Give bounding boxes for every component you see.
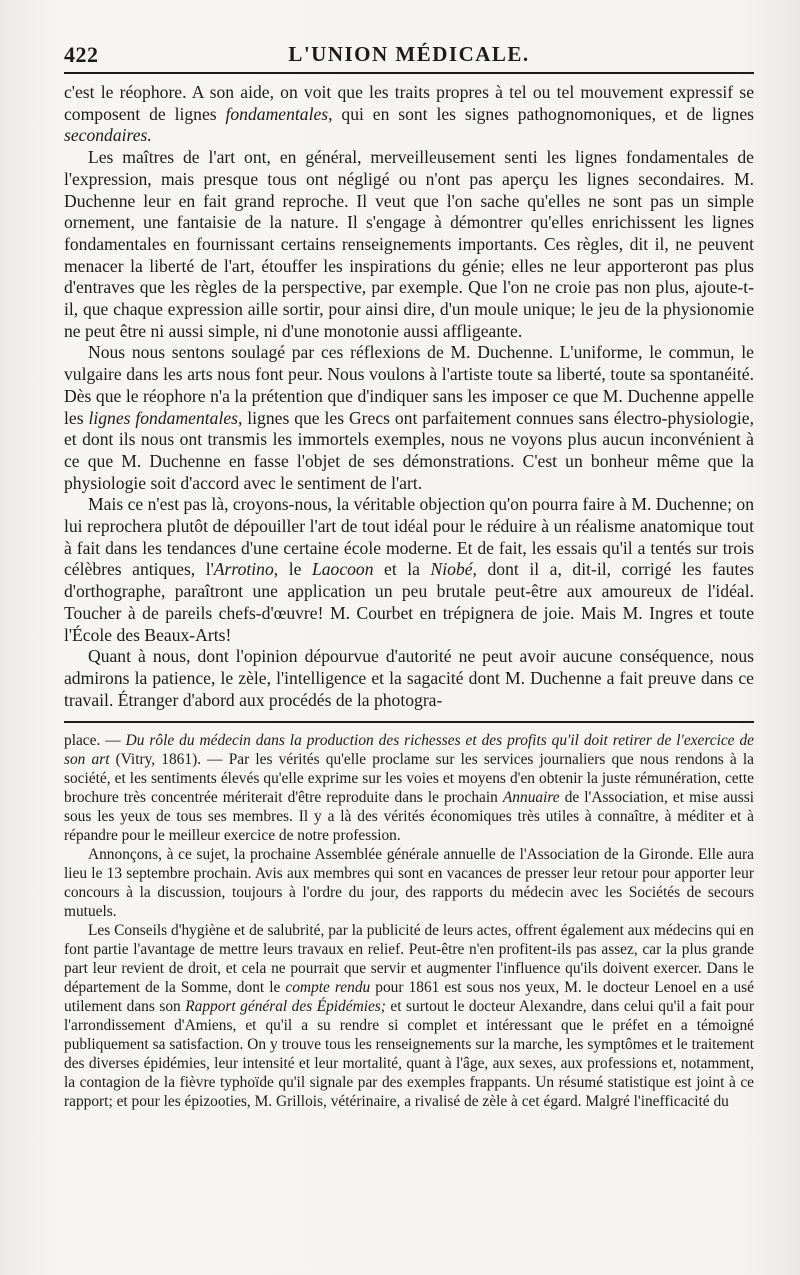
italic-run: fondamentales, [225, 103, 333, 124]
text-run: le [278, 559, 312, 580]
text-run: pour 1861 est sous nos yeux, M. le docteur Lenoel en a usé utilement dans son [64, 979, 754, 1016]
italic-run: compte rendu [285, 979, 371, 997]
paragraph: Les maîtres de l'art ont, en général, merveilleusement senti les lignes fondamentales de l'expression, mais presque tous ont négligé ou n'ont pas aperçu les lignes secondaires. M. Duchenne leur en fait grand reproche. Il veut que l'on sache qu'elles ne sont pas un simple ornement, une fantaisie de la nature. Il s'engage à démontrer qu'elles enrichissent les lignes fondamentales en fournissant certains renseignements importants. Ces règles, dit il, ne peuvent menacer la liberté de l'art, étouffer les inspirations du génie; elles ne leur apporteront pas plus d'entraves que les règles de la perspective, par exemple. Que l'on ne croie pas non plus, ajoute-t-il, que chaque expression aille sortir, pour ainsi dire, d'un moule unique; le jeu de la physionomie ne peut être ni aussi simple, ni d'une monotonie aussi affligeante. [64, 147, 754, 341]
text-run: Nous nous sentons soulagé par ces réflexions de M. Duchenne. L'uniforme, le commun, le vulgaire dans les arts nous font peur. Nous voulons à l'artiste toute sa liberté, toute sa spontanéité. Dès que le réophore n'a la prétention que d'indiquer sans les imposer ce que M. Duchenne appelle les [64, 342, 754, 428]
paragraph [64, 82, 754, 147]
italic-run: secondaires. [64, 125, 152, 146]
main-text [64, 82, 754, 711]
text-run: Les Conseils d'hygiène et de salubrité, par la publicité de leurs actes, offrent également aux médecins qui en font partie l'avantage de mettre leurs travaux en relief. Peut-être n'en profitent-ils pas assez, car la plus grande part leur revient de droit, et cela ne pourrait que servir et augmenter l'influence qu'ils doivent exercer. Dans le département de la Somme, dont le [64, 922, 754, 997]
italic-run: Du rôle du médecin dans la production des richesses et des profits qu'il doit retirer de l'exercice de son art [64, 732, 754, 769]
running-title: L'UNION MÉDICALE. [288, 42, 530, 66]
italic-run: Arrotino, [213, 559, 279, 580]
text-run: qui en sont les signes pathognomoniques, et de lignes [332, 103, 754, 124]
footnote-divider [64, 721, 754, 723]
paragraph [64, 342, 754, 494]
text-run: et la [373, 559, 431, 580]
paragraph [64, 494, 754, 646]
italic-run: Rapport général des Épidémies; [185, 998, 386, 1016]
italic-run: lignes fondamentales, [88, 407, 243, 428]
text-run: c'est le réophore. A son aide, on voit que les traits propres à tel ou tel mouvement expressif se composent de lignes [64, 82, 754, 124]
italic-run: Niobé, [430, 559, 477, 580]
text-run: de l'Association, et mise aussi sous les yeux de tous ses membres. Il y a là des vérités économiques très utiles à connaître, à méditer et à répandre pour le meilleur exercice de notre profession. [64, 789, 754, 845]
footnotes [64, 731, 754, 1111]
footnote-paragraph: Annonçons, à ce sujet, la prochaine Assemblée générale annuelle de l'Association de la Gironde. Elle aura lieu le 13 septembre prochain. Avis aux membres qui sont en vacances de presser leur retour pour apporter leur concours à la discussion, toujours à l'ordre du jour, des rapports du médecin avec les Sociétés de secours mutuels. [64, 846, 754, 921]
footnote-paragraph [64, 921, 754, 1111]
page-header [64, 38, 754, 74]
text-run: place. — [64, 732, 126, 750]
text-run: et surtout le docteur Alexandre, dans celui qu'il a fait pour l'arrondissement d'Amiens, et qu'il a su rendre si complet et intéressant que le préfet en a témoigné publiquement sa satisfaction. On y trouve tous les renseignements sur la marche, les symptômes et le traitement des diverses épidémies, leur intensité et leur mortalité, quant à l'âge, aux sexes, aux professions et, notamment, la contagion de la fièvre typhoïde qu'il signale par des exemples frappants. Un résumé statistique est joint à ce rapport; et pour les épizooties, M. Grillois, vétérinaire, a rivalisé de zèle à cet égard. Malgré l'inefficacité du [64, 998, 755, 1111]
paragraph: Quant à nous, dont l'opinion dépourvue d'autorité ne peut avoir aucune conséquence, nous admirons la patience, le zèle, l'intelligence et la sagacité dont M. Duchenne a fait preuve dans ce travail. Étranger d'abord aux procédés de la photogra- [64, 646, 754, 710]
text-run: (Vitry, 1861). — Par les vérités qu'elle proclame sur les services journaliers que nous rendons à la société, et les sentiments élevés qu'elle exprime sur les voies et moyens d'en obtenir la juste rémunération, cette brochure très concentrée mériterait d'être reproduite dans le prochain [64, 751, 754, 807]
page-number: 422 [64, 42, 99, 67]
text-run: dont il a, dit-il, corrigé les fautes d'orthographe, paraîtront une application un peu brutale peut-être aux amoureux de l'idéal. Toucher à de pareils chefs-d'œuvre! M. Courbet en trépignera de joie. Mais M. Ingres et toute l'École des Beaux-Arts! [64, 559, 754, 645]
italic-run: Laocoon [311, 559, 374, 580]
italic-run: Annuaire [502, 789, 560, 807]
footnote-paragraph [64, 731, 754, 845]
text-run: Mais ce n'est pas là, croyons-nous, la véritable objection qu'on pourra faire à M. Duchenne; on lui reprochera plutôt de dépouiller l'art de tout idéal pour le réduire à un réalisme anatomique tout à fait dans les tendances d'une certaine école moderne. Et de fait, les essais qu'il a tentés sur trois célèbres antiques, l' [64, 494, 754, 580]
text-run: lignes que les Grecs ont parfaitement connues sans électro-physiologie, et dont ils nous ont transmis les immortels exemples, nous ne voyons plus aucun inconvénient à ce que M. Duchenne en fasse l'objet de ses démonstrations. C'est un bonheur même que la physiologie soit d'accord avec le sentiment de l'art. [64, 407, 754, 493]
